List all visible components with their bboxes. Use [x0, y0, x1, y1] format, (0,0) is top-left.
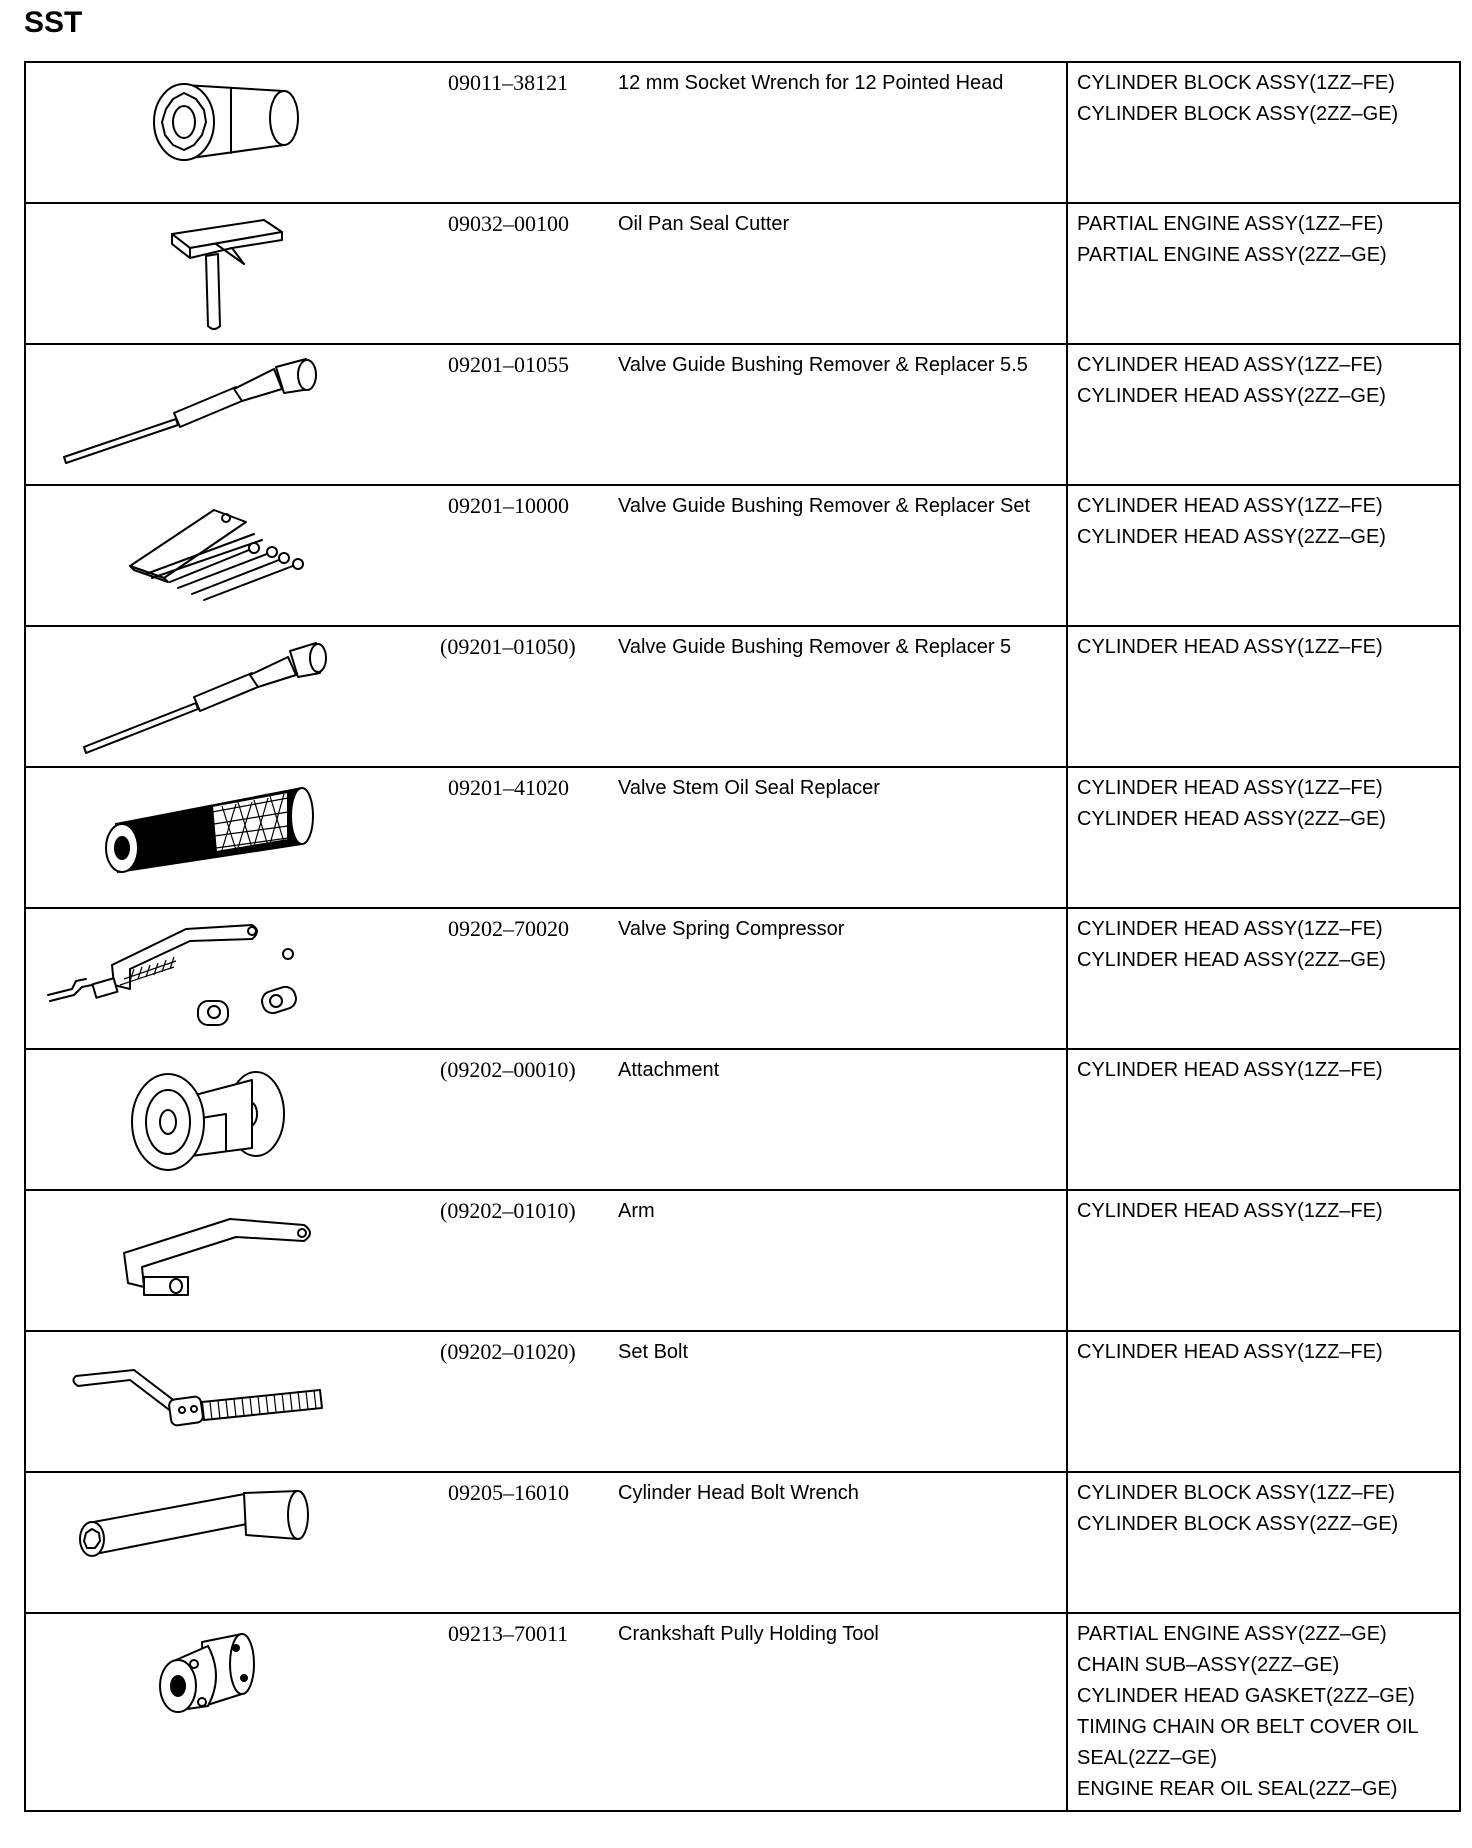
table-row: [25, 1331, 1460, 1472]
table-row: [25, 626, 1460, 767]
oil-seal-replacer-icon: [26, 768, 437, 907]
tool-name: Set Bolt: [618, 1341, 689, 1363]
part-number: (09202–01020): [440, 1339, 576, 1364]
head-bolt-wrench-icon: [26, 1473, 437, 1612]
table-row: [25, 767, 1460, 908]
sst-table: [24, 61, 1461, 1812]
usage-item: CYLINDER HEAD ASSY(2ZZ–GE): [1077, 949, 1386, 971]
usage-item: CYLINDER BLOCK ASSY(1ZZ–FE): [1077, 1482, 1395, 1504]
usage-item: CHAIN SUB–ASSY(2ZZ–GE): [1077, 1654, 1340, 1676]
tool-name: Attachment: [618, 1059, 720, 1081]
usage-item: CYLINDER HEAD ASSY(1ZZ–FE): [1077, 918, 1383, 940]
part-number: 09201–10000: [448, 493, 569, 518]
usage-item: CYLINDER HEAD ASSY(1ZZ–FE): [1077, 495, 1383, 517]
table-row: [25, 62, 1460, 203]
usage-item: CYLINDER BLOCK ASSY(2ZZ–GE): [1077, 103, 1399, 125]
table-row: [25, 908, 1460, 1049]
usage-item: PARTIAL ENGINE ASSY(1ZZ–FE): [1077, 213, 1384, 235]
part-number: (09202–00010): [440, 1057, 576, 1082]
usage-item: CYLINDER HEAD ASSY(1ZZ–FE): [1077, 1059, 1383, 1081]
tool-name: Arm: [618, 1200, 655, 1222]
page-title: SST: [24, 6, 83, 39]
usage-item: CYLINDER HEAD ASSY(1ZZ–FE): [1077, 1341, 1383, 1363]
usage-item: CYLINDER HEAD ASSY(2ZZ–GE): [1077, 385, 1386, 407]
bushing-remover-icon: [26, 345, 437, 484]
table-row: [25, 344, 1460, 485]
pulley-holding-tool-icon: [26, 1614, 437, 1810]
part-number: 09213–70011: [448, 1621, 569, 1646]
tool-name: Valve Guide Bushing Remover & Replacer 5: [618, 636, 1012, 658]
usage-item: CYLINDER HEAD ASSY(1ZZ–FE): [1077, 1200, 1383, 1222]
usage-item: PARTIAL ENGINE ASSY(2ZZ–GE): [1077, 1623, 1387, 1645]
usage-item: CYLINDER BLOCK ASSY(2ZZ–GE): [1077, 1513, 1399, 1535]
part-number: 09201–41020: [448, 775, 569, 800]
usage-item: CYLINDER HEAD ASSY(1ZZ–FE): [1077, 636, 1383, 658]
part-number: 09201–01055: [448, 352, 569, 377]
table-row: [25, 1190, 1460, 1331]
usage-item: TIMING CHAIN OR BELT COVER OIL SEAL(2ZZ–GE): [1077, 1716, 1418, 1769]
part-number: 09205–16010: [448, 1480, 569, 1505]
usage-item: CYLINDER BLOCK ASSY(1ZZ–FE): [1077, 72, 1395, 94]
table-row: [25, 1613, 1460, 1811]
spring-compressor-icon: [26, 909, 437, 1048]
tool-name: Valve Spring Compressor: [618, 918, 845, 940]
table-row: [25, 1472, 1460, 1613]
part-number: 09032–00100: [448, 211, 569, 236]
tool-name: 12 mm Socket Wrench for 12 Pointed Head: [618, 72, 1004, 94]
tool-name: Valve Guide Bushing Remover & Replacer 5.5: [618, 354, 1028, 376]
tool-name: Valve Guide Bushing Remover & Replacer Set: [618, 495, 1031, 517]
part-number: 09202–70020: [448, 916, 569, 941]
part-number: 09011–38121: [448, 70, 569, 95]
part-number: (09202–01010): [440, 1198, 576, 1223]
usage-item: CYLINDER HEAD ASSY(2ZZ–GE): [1077, 526, 1386, 548]
attachment-icon: [26, 1050, 437, 1189]
tool-name: Crankshaft Pully Holding Tool: [618, 1623, 879, 1645]
tool-name: Cylinder Head Bolt Wrench: [618, 1482, 859, 1504]
seal-cutter-icon: [26, 204, 437, 343]
bushing-remover-icon: [26, 627, 437, 766]
usage-item: CYLINDER HEAD ASSY(1ZZ–FE): [1077, 354, 1383, 376]
bushing-remover-set-icon: [26, 486, 437, 625]
socket-wrench-icon: [26, 63, 437, 202]
usage-item: PARTIAL ENGINE ASSY(2ZZ–GE): [1077, 244, 1387, 266]
arm-icon: [26, 1191, 437, 1330]
usage-item: CYLINDER HEAD ASSY(2ZZ–GE): [1077, 808, 1386, 830]
usage-item: CYLINDER HEAD ASSY(1ZZ–FE): [1077, 777, 1383, 799]
set-bolt-icon: [26, 1332, 437, 1471]
tool-name: Valve Stem Oil Seal Replacer: [618, 777, 880, 799]
tool-name: Oil Pan Seal Cutter: [618, 213, 790, 235]
part-number: (09201–01050): [440, 634, 576, 659]
table-row: [25, 203, 1460, 344]
usage-item: CYLINDER HEAD GASKET(2ZZ–GE): [1077, 1685, 1415, 1707]
table-row: [25, 485, 1460, 626]
table-row: [25, 1049, 1460, 1190]
usage-item: ENGINE REAR OIL SEAL(2ZZ–GE): [1077, 1778, 1398, 1800]
